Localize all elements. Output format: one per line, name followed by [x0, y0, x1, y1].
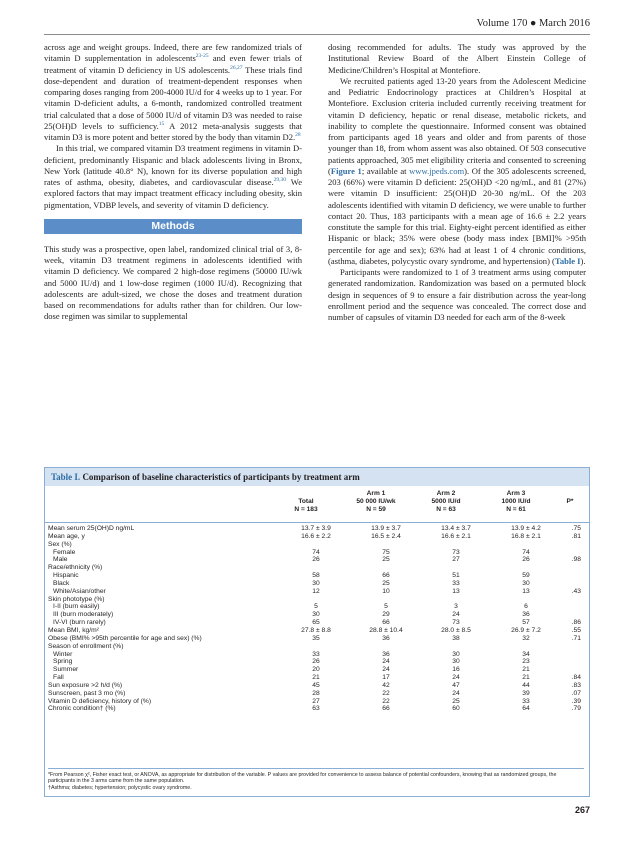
table-cell	[351, 564, 421, 572]
table-cell: 28.8 ± 10.4	[369, 626, 403, 634]
table-cell: 63	[312, 705, 320, 713]
table-cell: 33	[452, 579, 460, 587]
table-cell: 22	[382, 689, 390, 697]
table-cell	[351, 541, 421, 549]
table-cell	[351, 596, 421, 604]
col-header-total: Total N = 183	[294, 498, 318, 513]
row-label: I-II (burn easily)	[53, 603, 100, 611]
table-cell: 42	[382, 681, 390, 689]
table-cell: 58	[312, 572, 320, 580]
row-label: Female	[53, 548, 76, 556]
table-cell	[351, 643, 421, 651]
right-paragraph-3	[328, 267, 586, 323]
table-cell: 22	[382, 697, 390, 705]
table-row	[45, 541, 589, 549]
table-cell: 38	[452, 634, 460, 642]
table-cell: 5	[384, 603, 388, 611]
table-cell: 28	[312, 689, 320, 697]
table-row	[45, 643, 589, 651]
table-row	[45, 651, 589, 659]
table-cell: 30	[452, 658, 460, 666]
table-cell: 25	[382, 556, 390, 564]
table-cell: 27	[452, 556, 460, 564]
table-1-box	[44, 467, 590, 797]
table-cell: 23	[522, 658, 530, 666]
table-cell: 66	[382, 619, 390, 627]
table-cell: 13.7 ± 3.9	[301, 525, 331, 532]
table-row	[45, 627, 589, 635]
text-run: dosing recommended for adults. The study was approved by the Institutional Review Board of the Albert Einstein College of Medicine/Children’s Hospital at Montefiore.	[328, 42, 586, 75]
table-cell	[421, 564, 491, 572]
table-cell: 6	[524, 603, 528, 611]
table-row	[45, 619, 589, 627]
table-cell: 25	[382, 579, 390, 587]
right-paragraph-1	[328, 42, 586, 76]
row-label: Season of enrollment (%)	[48, 642, 124, 650]
table-row	[45, 564, 589, 572]
table-row	[45, 596, 589, 604]
table-cell: 39	[522, 689, 530, 697]
table-row	[45, 525, 589, 533]
table-cell: 57	[522, 619, 530, 627]
table-cell: 12	[312, 587, 320, 595]
table-cell: 21	[312, 674, 320, 682]
table-cell: .71	[571, 634, 581, 642]
citation: 26,27	[230, 64, 243, 71]
table-cell: .98	[571, 556, 581, 564]
col-header-arm1: Arm 1 50 000 IU/wk N = 59	[356, 490, 396, 513]
table-cell	[561, 658, 589, 666]
table-caption	[45, 468, 589, 486]
running-header: Volume 170 ● March 2016	[476, 18, 590, 29]
table-title: Comparison of baseline characteristics of participants by treatment arm	[82, 472, 360, 482]
table-cell: 74	[312, 548, 320, 556]
table-cell	[561, 596, 589, 604]
table-row	[45, 588, 589, 596]
left-paragraph-1	[44, 42, 302, 143]
table-cell: 64	[522, 705, 530, 713]
table-cell: 44	[522, 681, 530, 689]
table-cell	[281, 596, 351, 604]
table-cell: 30	[312, 611, 320, 619]
table-cell	[561, 651, 589, 659]
table-cell: 27.8 ± 8.8	[301, 626, 331, 634]
table-cell: 5	[314, 603, 318, 611]
table-cell: 26	[312, 658, 320, 666]
table-cell: 16	[452, 666, 460, 674]
text-run: We explored factors that may impact treatment efficacy including obesity, skin pigmentation, VDBP levels, and severity of vitamin D deficiency.	[44, 177, 302, 210]
table-cell: 26	[312, 556, 320, 564]
table-cell: .43	[571, 587, 581, 595]
cross-reference[interactable]: Table I	[554, 255, 581, 266]
table-cell: 26	[522, 556, 530, 564]
table-cell	[491, 596, 561, 604]
row-label: Summer	[53, 666, 79, 674]
table-cell	[281, 541, 351, 549]
right-column	[328, 42, 586, 323]
table-cell: 75	[382, 548, 390, 556]
table-cell	[561, 611, 589, 619]
table-cell: 36	[382, 650, 390, 658]
table-cell: 16.5 ± 2.4	[371, 532, 401, 540]
table-cell: 66	[382, 705, 390, 713]
row-label: Winter	[53, 650, 73, 658]
table-cell: 35	[312, 634, 320, 642]
table-cell: 73	[452, 548, 460, 556]
table-cell: .81	[571, 532, 581, 540]
table-cell: 13	[522, 587, 530, 595]
table-cell	[491, 643, 561, 651]
table-cell	[561, 549, 589, 557]
table-cell	[281, 643, 351, 651]
table-cell: .75	[571, 525, 581, 532]
table-cell: 59	[522, 572, 530, 580]
table-cell: 47	[452, 681, 460, 689]
table-cell	[421, 541, 491, 549]
text-run: This study was a prospective, open label, randomized clinical trial of 3, 8-week, vitamin D3 treatment regimens in adolescents identified with vitamin D deficiency. We compared 2 high-dose regimens (50000 IU/wk and 5000 IU/d) and 1 low-dose regimen (1000 IU/d). Recognizing that adolescents are adult-sized, we chose the doses and treatment duration based on recommendations for adults rather than for children. Our low-dose regimen was similar to supplemental	[44, 243, 302, 322]
text-run: across age and weight groups. Indeed, there are few randomized trials of vitamin D supplementation in adolescents	[44, 42, 302, 64]
row-label: Skin phototype (%)	[48, 595, 105, 603]
table-cell: 16.6 ± 2.2	[301, 532, 331, 540]
table-cell: 33	[522, 697, 530, 705]
citation: 15	[158, 120, 165, 127]
text-run: ; available at	[361, 165, 410, 176]
row-label: Vitamin D deficiency, history of (%)	[48, 697, 152, 705]
table-cell: 17	[382, 674, 390, 682]
row-label: Sunscreen, past 3 mo (%)	[48, 689, 126, 697]
table-cell: 20	[312, 666, 320, 674]
table-cell: 10	[382, 587, 390, 595]
table-cell: 33	[312, 650, 320, 658]
text-run: ).	[580, 255, 586, 266]
row-label: Sun exposure >2 h/d (%)	[48, 681, 123, 689]
table-cell: 26.9 ± 7.2	[511, 626, 541, 634]
table-row	[45, 705, 589, 713]
row-label: III (burn moderately)	[53, 611, 114, 619]
table-cell	[281, 564, 351, 572]
text-run: A 2012 meta-analysis suggests that vitamin D3 is more potent and better stored by the body than vitamin D2.	[44, 120, 302, 142]
table-cell: 28.0 ± 8.5	[441, 626, 471, 634]
table-cell: 3	[454, 603, 458, 611]
header-rule	[44, 34, 590, 35]
table-cell	[561, 572, 589, 580]
citation: 29,30	[273, 177, 287, 184]
table-cell: .07	[571, 689, 581, 697]
table-cell: 36	[522, 611, 530, 619]
table-row	[45, 603, 589, 611]
table-row	[45, 611, 589, 619]
table-cell	[561, 666, 589, 674]
table-cell: 16.8 ± 2.1	[511, 532, 541, 540]
table-cell: 24	[382, 658, 390, 666]
table-cell: 25	[452, 697, 460, 705]
table-row	[45, 674, 589, 682]
row-label: Hispanic	[53, 572, 79, 580]
table-cell: 21	[522, 666, 530, 674]
table-cell: 74	[522, 548, 530, 556]
table-row	[45, 698, 589, 706]
table-cell: .79	[571, 705, 581, 713]
text-run: ). Of the 305 adolescents screened, 203 (66%) were vitamin D deficient: 25(OH)D <20 ng/mL, and 81 (27%) were vitamin D insufficient: 25(OH)D 20-30 ng/mL. Of the 203 adolescents identified with vitamin D deficiency, we were unable to further contact 20. Thus, 183 participants with a mean age of 16.6 ± 2.2 years constitute the sample for this trial. Eighty-eight percent identified as either Hispanic or black; 35% were obese (body mass index [BMI]% >95th percentile for age and sex); 63% had at least 1 of 4 chronic conditions, (asthma, diabetes, polycystic ovary syndrome, and hypertension) (	[328, 165, 586, 266]
table-cell: 13.9 ± 4.2	[511, 525, 541, 532]
left-paragraph-2	[44, 143, 302, 211]
table-row	[45, 580, 589, 588]
text-run: Participants were randomized to 1 of 3 treatment arms using computer generated randomization. Randomization was based on a permuted block design in sequences of 9 to ensure a fair distribution across the year-long enrollment period and the sequence was concealed. The correct dose and number of capsules of vitamin D3 needed for each arm of the 8-week	[328, 267, 586, 322]
text-run: and even fewer trials of treatment of vitamin D deficiency in US adolescents.	[44, 53, 302, 75]
table-row	[45, 556, 589, 564]
row-label: Spring	[53, 658, 73, 666]
table-cell: 13.9 ± 3.7	[371, 525, 401, 532]
table-cell: 24	[452, 674, 460, 682]
table-cell: 24	[382, 666, 390, 674]
text-run: In this trial, we compared vitamin D3 treatment regimens in vitamin D-deficient, predominantly Hispanic and black adolescents living in Bronx, New York (latitude 40.8° N), known for its diverse population and high rates of asthma, obesity, diabetes, and cardiovascular disease.	[44, 143, 302, 187]
table-cell	[561, 643, 589, 651]
table-cell: .39	[571, 697, 581, 705]
table-cell: 30	[522, 579, 530, 587]
row-label: Sex (%)	[48, 540, 72, 548]
table-cell	[491, 564, 561, 572]
table-cell: 66	[382, 572, 390, 580]
row-label: Race/ethnicity (%)	[48, 564, 103, 572]
table-cell: 73	[452, 619, 460, 627]
table-cell: .84	[571, 674, 581, 682]
table-cell: 34	[522, 650, 530, 658]
web-link[interactable]: www.jpeds.com	[409, 165, 465, 176]
table-cell: 24	[452, 611, 460, 619]
right-paragraph-2	[328, 76, 586, 267]
cross-reference[interactable]: Figure 1	[330, 165, 362, 176]
table-row	[45, 666, 589, 674]
row-label: IV-VI (burn rarely)	[53, 619, 106, 627]
col-header-arm2: Arm 2 5000 IU/d N = 63	[431, 490, 461, 513]
table-cell: .83	[571, 681, 581, 689]
table-cell: 30	[312, 579, 320, 587]
col-header-p: P*	[566, 498, 574, 505]
row-label: Chronic condition† (%)	[48, 705, 116, 713]
row-label: Mean BMI, kg/m²	[48, 626, 99, 634]
table-cell: 16.6 ± 2.1	[441, 532, 471, 540]
citation: 23-25	[195, 53, 209, 60]
table-row	[45, 635, 589, 643]
table-cell	[421, 596, 491, 604]
table-cell: 65	[312, 619, 320, 627]
text-run: We recruited patients aged 13-20 years from the Adolescent Medicine and Pediatric Endocrinology practices at Children’s Hospital at Montefiore. Exclusion criteria included currently receiving treatment for vitamin D deficiency, hepatic or renal disease, metabolic rickets, and inability to complete the questionnaire. Informed consent was obtained from participants aged 18 years and older and from parents of those younger than 18, from whom assent was also obtained. Of 503 consecutive patients approached, 305 met eligibility criteria and consented to screening (	[328, 75, 586, 176]
citation: 28	[295, 132, 301, 139]
row-label: White/Asian/other	[53, 587, 106, 595]
page-number: 267	[574, 805, 590, 815]
table-cell: 60	[452, 705, 460, 713]
table-cell: 21	[522, 674, 530, 682]
table-row	[45, 533, 589, 541]
row-label: Mean age, y	[48, 532, 85, 540]
row-label: Fall	[53, 674, 64, 682]
row-label: Obese (BMI% >95th percentile for age and sex) (%)	[48, 634, 202, 642]
table-cell	[561, 603, 589, 611]
table-cell: 29	[382, 611, 390, 619]
methods-heading: Methods	[44, 219, 302, 234]
table-cell: .86	[571, 619, 581, 627]
table-label: Table I.	[51, 472, 81, 482]
table-cell: 30	[452, 650, 460, 658]
table-cell: 13	[452, 587, 460, 595]
table-row	[45, 682, 589, 690]
table-cell: 51	[452, 572, 460, 580]
row-label: Male	[53, 556, 68, 564]
table-row	[45, 690, 589, 698]
row-label: Black	[53, 579, 70, 587]
table-cell	[561, 541, 589, 549]
table-cell: 36	[382, 634, 390, 642]
table-footnote-1: *From Pearson χ², Fisher exact test, or ANOVA, as appropriate for distribution of the variable. P values are provided for convenience to assess balance of potential confounders, knowing that as randomized groups, the participants in the 3 arms came from the same population.	[48, 771, 557, 785]
table-cell: 45	[312, 681, 320, 689]
table-cell	[421, 643, 491, 651]
table-cell: 13.4 ± 3.7	[441, 525, 471, 532]
table-cell: 27	[312, 697, 320, 705]
table-footnote-2: †Asthma; diabetes; hypertension; polycystic ovary syndrome.	[48, 785, 192, 792]
text-run: These trials find dose-dependent and duration of treatment-dependent responses when comparing doses ranging from 200-4000 IU/d for 4 weeks up to 1 year. For vitamin D-deficient adults, a 6-month, randomized controlled treatment trial calculated that a dose of 5000 IU/d of vitamin D3 was needed to raise 25(OH)D levels to sufficiency.	[44, 64, 302, 131]
table-body	[45, 525, 589, 713]
table-cell	[561, 564, 589, 572]
table-row	[45, 658, 589, 666]
row-label: Mean serum 25(OH)D ng/mL	[48, 525, 135, 532]
left-column	[44, 42, 302, 323]
table-cell: .55	[571, 626, 581, 634]
col-header-arm3: Arm 3 1000 IU/d N = 61	[501, 490, 531, 513]
table-row	[45, 572, 589, 580]
table-cell	[561, 580, 589, 588]
table-cell	[491, 541, 561, 549]
table-footnotes	[48, 768, 584, 792]
table-cell: 24	[452, 689, 460, 697]
table-header	[45, 486, 589, 523]
left-paragraph-3	[44, 244, 302, 323]
table-row	[45, 549, 589, 557]
table-cell: 32	[522, 634, 530, 642]
